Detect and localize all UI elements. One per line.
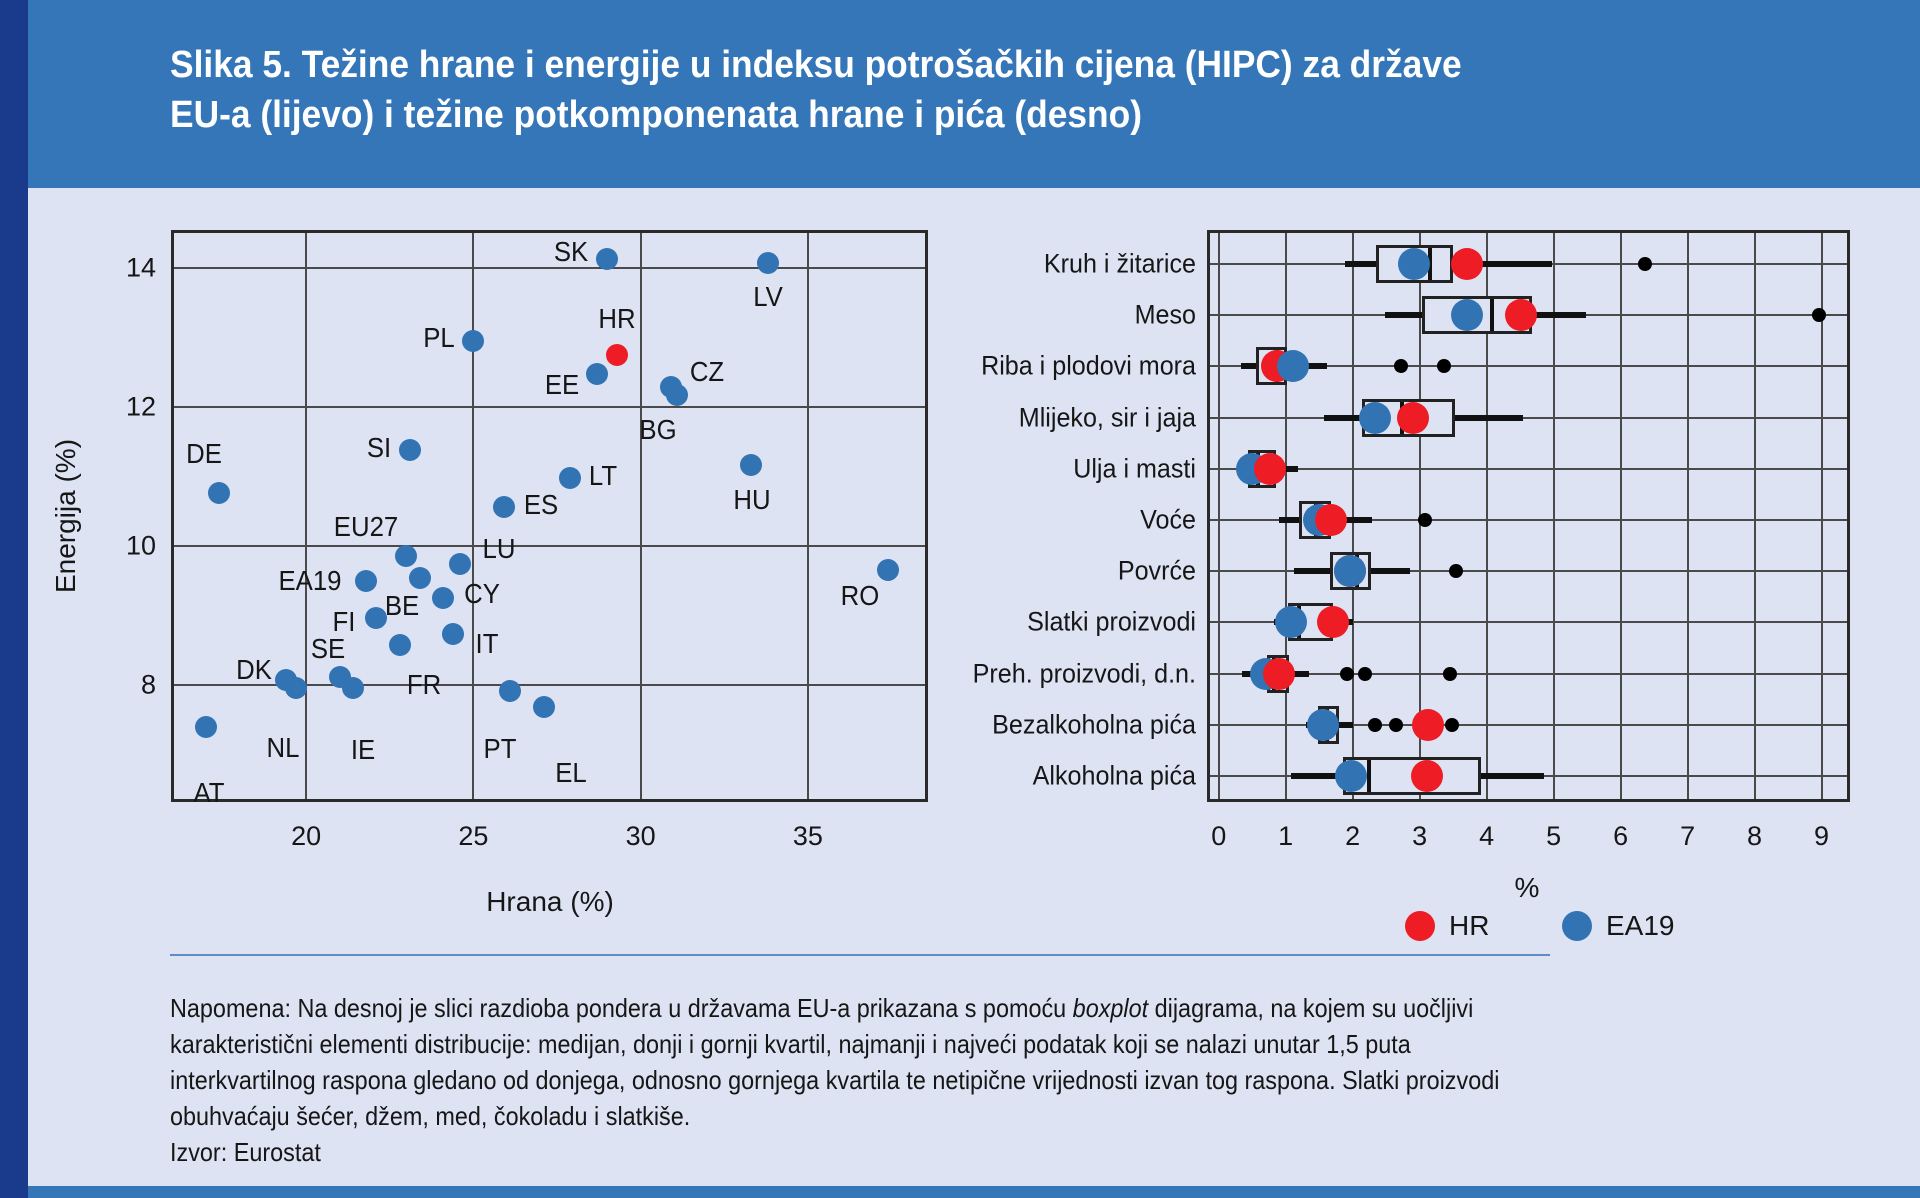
outlier-preh-proizvodi-d-n-2 — [1443, 667, 1457, 681]
scatter-point-label-ES: ES — [523, 488, 558, 520]
x-tick-label-30: 30 — [625, 821, 656, 851]
scatter-point-ES — [493, 496, 515, 518]
whisker-high-bezalkoholna-pi-a — [1339, 722, 1354, 728]
gridline-x-0 — [1218, 233, 1220, 799]
note-line-3: interkvartilnog raspona gledano od donjega, odnosno gornjega kvartila te netipične vrijednosti izvan tog raspona. Slatki proizvodi — [170, 1065, 1500, 1095]
gridline-x-30 — [640, 233, 642, 799]
hr-dot-ulja-i-masti — [1254, 453, 1286, 485]
x-tick-label-1: 1 — [1278, 821, 1294, 851]
scatter-point-FR — [389, 634, 411, 656]
whisker-low-mlijeko-sir-i-jaja — [1324, 415, 1362, 421]
x-tick-label-5: 5 — [1546, 821, 1562, 851]
hr-dot-alkoholna-pi-a — [1411, 760, 1443, 792]
whisker-high-alkoholna-pi-a — [1481, 773, 1544, 779]
note-line-2: karakteristični elementi distribucije: medijan, donji i gornji kvartil, najmanji i najveći podatak koji se nalazi unutar 1,5 puta — [170, 1029, 1411, 1059]
scatter-point-EE — [586, 363, 608, 385]
hr-dot-bezalkoholna-pi-a — [1412, 709, 1444, 741]
outlier-bezalkoholna-pi-a-2 — [1445, 718, 1459, 732]
category-label-alkoholna-pi-a: Alkoholna pića — [1032, 760, 1196, 791]
row-gridline-ulja-i-masti — [1210, 468, 1847, 470]
note-line-1: Napomena: Na desnoj je slici razdioba pondera u državama EU-a prikazana s pomoću boxplot dijagrama, na kojem su uočljivi — [170, 993, 1474, 1023]
ea19-dot-riba-i-plodovi-mora — [1277, 350, 1309, 382]
gridline-y-14 — [174, 267, 925, 269]
scatter-point-AT — [195, 716, 217, 738]
outlier-kruh-i-itarice-0 — [1638, 257, 1652, 271]
scatter-point-label-BE: BE — [384, 589, 420, 621]
category-label-bezalkoholna-pi-a: Bezalkoholna pića — [992, 709, 1196, 740]
x-tick-label-8: 8 — [1747, 821, 1763, 851]
hr-dot-slatki-proizvodi — [1317, 606, 1349, 638]
x-tick-label-7: 7 — [1680, 821, 1696, 851]
scatter-point-HU — [740, 454, 762, 476]
scatter-point-IT — [442, 623, 464, 645]
note-line-4: obuhvaćaju šećer, džem, med, čokoladu i slatkiše. — [170, 1101, 691, 1131]
gridline-x-25 — [472, 233, 474, 799]
whisker-low-vo-e — [1279, 517, 1299, 523]
legend-label-hr: HR — [1449, 910, 1490, 941]
note-separator-line — [170, 954, 1550, 956]
whisker-high-meso — [1532, 312, 1586, 318]
scatter-point-label-IE: IE — [350, 734, 376, 766]
ea19-dot-povr-e — [1334, 555, 1366, 587]
scatter-point-BE — [409, 567, 431, 589]
outlier-bezalkoholna-pi-a-1 — [1389, 718, 1403, 732]
gridline-x-8 — [1754, 233, 1756, 799]
ea19-dot-meso — [1451, 299, 1483, 331]
scatter-point-label-CY: CY — [464, 578, 501, 610]
category-label-preh-proizvodi-d-n: Preh. proizvodi, d.n. — [972, 658, 1196, 689]
scatter-point-label-HR: HR — [598, 303, 636, 335]
y-tick-label-10: 10 — [125, 530, 156, 561]
scatter-point-label-CZ: CZ — [689, 356, 724, 388]
y-tick-label-12: 12 — [125, 391, 156, 422]
gridline-x-20 — [305, 233, 307, 799]
figure-title-line-2: EU-a (lijevo) i težine potkomponenata hrane i pića (desno) — [170, 94, 1142, 136]
figure-title — [170, 40, 1462, 140]
hr-dot-mlijeko-sir-i-jaja — [1397, 402, 1429, 434]
median-meso — [1490, 299, 1494, 331]
ea19-dot-mlijeko-sir-i-jaja — [1359, 402, 1391, 434]
x-tick-label-3: 3 — [1412, 821, 1428, 851]
scatter-point-label-PT: PT — [483, 733, 517, 765]
gridline-x-1 — [1285, 233, 1287, 799]
outlier-riba-i-plodovi-mora-0 — [1394, 359, 1408, 373]
whisker-high-povr-e — [1371, 568, 1410, 574]
legend-item-hr — [1405, 908, 1489, 944]
y-tick-label-8: 8 — [140, 669, 156, 700]
bottom-accent-bar — [0, 1186, 1920, 1198]
whisker-high-mlijeko-sir-i-jaja — [1455, 415, 1523, 421]
scatter-point-LT — [559, 467, 581, 489]
scatter-point-CY — [432, 587, 454, 609]
scatter-point-label-IT: IT — [475, 627, 499, 659]
median-alkoholna-pi-a — [1367, 760, 1371, 792]
x-tick-label-25: 25 — [458, 821, 489, 851]
scatter-point-EU27 — [395, 545, 417, 567]
scatter-point-HR — [606, 344, 628, 366]
scatter-point-PT — [499, 680, 521, 702]
figure-note — [170, 990, 1499, 1170]
left-chart-y-axis-label: Energija (%) — [50, 438, 81, 594]
category-label-slatki-proizvodi: Slatki proizvodi — [1027, 606, 1196, 637]
category-label-ulja-i-masti: Ulja i masti — [1073, 453, 1196, 484]
right-chart-x-axis-label: % — [1514, 872, 1540, 903]
gridline-x-35 — [807, 233, 809, 799]
scatter-point-label-SI: SI — [366, 431, 392, 463]
scatter-point-label-DE: DE — [186, 438, 223, 470]
ea19-dot-alkoholna-pi-a — [1335, 760, 1367, 792]
ea19-dot-kruh-i-itarice — [1398, 248, 1430, 280]
note-source: Izvor: Eurostat — [170, 1137, 321, 1167]
scatter-point-label-FR: FR — [406, 668, 441, 700]
whisker-low-kruh-i-itarice — [1345, 261, 1376, 267]
gridline-x-2 — [1352, 233, 1354, 799]
ea19-dot-bezalkoholna-pi-a — [1307, 709, 1339, 741]
scatter-point-label-LT: LT — [589, 460, 618, 492]
hr-dot-meso — [1505, 299, 1537, 331]
gridline-y-10 — [174, 545, 925, 547]
outlier-bezalkoholna-pi-a-0 — [1368, 718, 1382, 732]
gridline-x-7 — [1687, 233, 1689, 799]
outlier-preh-proizvodi-d-n-0 — [1340, 667, 1354, 681]
category-label-povr-e: Povrće — [1117, 555, 1196, 586]
scatter-point-RO — [877, 559, 899, 581]
scatter-point-LU — [449, 553, 471, 575]
legend-label-ea19: EA19 — [1606, 910, 1675, 941]
scatter-point-label-NL: NL — [266, 732, 300, 764]
gridline-y-12 — [174, 406, 925, 408]
x-tick-label-0: 0 — [1211, 821, 1227, 851]
scatter-point-NL — [285, 677, 307, 699]
scatter-point-label-EL: EL — [554, 757, 587, 789]
left-scatter-plot — [125, 230, 928, 851]
scatter-point-label-LV: LV — [752, 280, 783, 312]
ea19-dot-slatki-proizvodi — [1275, 606, 1307, 638]
outlier-meso-0 — [1812, 308, 1826, 322]
scatter-point-label-AT: AT — [193, 776, 225, 808]
outlier-vo-e-0 — [1418, 513, 1432, 527]
scatter-point-label-RO: RO — [840, 580, 880, 612]
category-label-mlijeko-sir-i-jaja: Mlijeko, sir i jaja — [1018, 402, 1196, 433]
whisker-low-riba-i-plodovi-mora — [1241, 363, 1255, 369]
scatter-point-label-DK: DK — [236, 654, 272, 686]
outlier-riba-i-plodovi-mora-1 — [1437, 359, 1451, 373]
whisker-low-povr-e — [1294, 568, 1330, 574]
scatter-point-SK — [596, 248, 618, 270]
scatter-point-PL — [462, 330, 484, 352]
scatter-point-label-FI: FI — [332, 606, 356, 638]
category-label-kruh-i-itarice: Kruh i žitarice — [1043, 248, 1196, 279]
legend-item-ea19 — [1562, 908, 1675, 944]
x-tick-label-35: 35 — [792, 821, 823, 851]
x-tick-label-20: 20 — [291, 821, 322, 851]
scatter-point-label-EU27: EU27 — [334, 511, 399, 543]
category-label-vo-e: Voće — [1140, 504, 1196, 535]
outlier-preh-proizvodi-d-n-1 — [1358, 667, 1372, 681]
scatter-point-label-SE: SE — [310, 632, 345, 664]
scatter-point-SI — [399, 439, 421, 461]
figure-header — [0, 0, 1920, 188]
left-chart-x-axis-label: Hrana (%) — [486, 886, 614, 917]
scatter-point-LV — [757, 252, 779, 274]
scatter-point-DE — [208, 482, 230, 504]
scatter-point-label-EA19: EA19 — [278, 565, 342, 597]
x-tick-label-2: 2 — [1345, 821, 1361, 851]
hr-dot-vo-e — [1315, 504, 1347, 536]
gridline-x-6 — [1620, 233, 1622, 799]
ea19-legend-dot-icon — [1562, 911, 1592, 941]
scatter-point-EA19 — [355, 570, 377, 592]
scatter-point-IE — [342, 677, 364, 699]
hr-legend-dot-icon — [1405, 911, 1435, 941]
x-tick-label-9: 9 — [1814, 821, 1830, 851]
x-tick-label-6: 6 — [1613, 821, 1629, 851]
hr-dot-kruh-i-itarice — [1451, 248, 1483, 280]
figure-title-line-1: Slika 5. Težine hrane i energije u indeksu potrošačkih cijena (HIPC) za države — [170, 44, 1462, 86]
scatter-point-label-SK: SK — [554, 235, 589, 267]
scatter-point-label-PL: PL — [423, 321, 456, 353]
scatter-point-BG — [666, 384, 688, 406]
scatter-point-label-BG: BG — [639, 414, 678, 445]
scatter-point-label-HU: HU — [733, 484, 771, 516]
scatter-point-EL — [533, 696, 555, 718]
hr-dot-preh-proizvodi-d-n — [1263, 658, 1295, 690]
outlier-povr-e-0 — [1449, 564, 1463, 578]
whisker-low-meso — [1385, 312, 1421, 318]
right-boxplot-chart — [972, 230, 1850, 851]
scatter-point-label-EE: EE — [544, 369, 580, 401]
category-label-meso: Meso — [1134, 299, 1196, 330]
left-accent-stripe — [0, 0, 28, 1198]
category-label-riba-i-plodovi-mora: Riba i plodovi mora — [981, 350, 1196, 381]
y-tick-label-14: 14 — [125, 252, 156, 283]
row-gridline-mlijeko-sir-i-jaja — [1210, 417, 1847, 419]
scatter-point-label-LU: LU — [482, 532, 516, 564]
x-tick-label-4: 4 — [1479, 821, 1495, 851]
